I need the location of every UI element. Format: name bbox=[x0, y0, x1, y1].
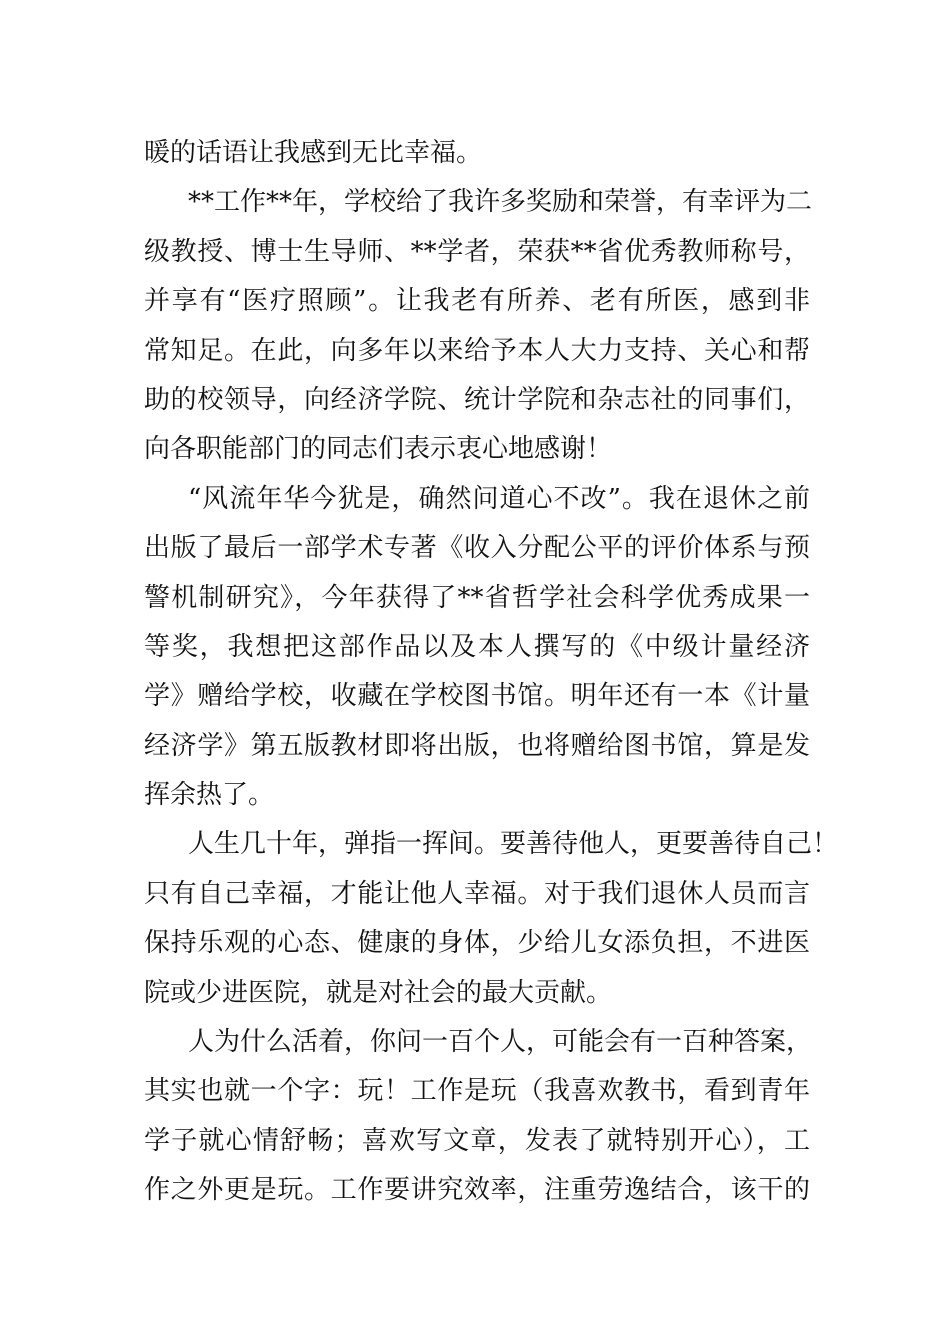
text-line: 学》赠给学校，收藏在学校图书馆。明年还有一本《计量 bbox=[144, 681, 810, 712]
text-line: 挥余热了。 bbox=[144, 780, 275, 811]
text-line: 警机制研究》，今年获得了**省哲学社会科学优秀成果一 bbox=[144, 582, 810, 613]
text-line: 出版了最后一部学术专著《收入分配公平的评价体系与预 bbox=[144, 533, 810, 564]
text-line: 作之外更是玩。工作要讲究效率，注重劳逸结合，该干的 bbox=[144, 1175, 810, 1206]
paragraph-first-line: 人为什么活着，你问一百个人，可能会有一百种答案， bbox=[188, 1027, 813, 1058]
text-line: 其实也就一个字：玩！工作是玩（我喜欢教书，看到青年 bbox=[144, 1076, 810, 1107]
text-line: 经济学》第五版教材即将出版，也将赠给图书馆，算是发 bbox=[144, 730, 810, 761]
text-line: 级教授、博士生导师、**学者，荣获**省优秀教师称号， bbox=[144, 236, 810, 267]
text-line: 保持乐观的心态、健康的身体，少给儿女添负担，不进医 bbox=[144, 928, 810, 959]
text-line: 院或少进医院，就是对社会的最大贡献。 bbox=[144, 977, 613, 1008]
text-line: 常知足。在此，向多年以来给予本人大力支持、关心和帮 bbox=[144, 335, 810, 366]
text-line: 向各职能部门的同志们表示衷心地感谢！ bbox=[144, 434, 613, 465]
text-line: 助的校领导，向经济学院、统计学院和杂志社的同事们， bbox=[144, 384, 810, 415]
paragraph-first-line: **工作**年，学校给了我许多奖励和荣誉，有幸评为二 bbox=[188, 187, 813, 218]
text-line: 等奖，我想把这部作品以及本人撰写的《中级计量经济 bbox=[144, 631, 810, 662]
paragraph-first-line: “风流年华今犹是，确然问道心不改”。我在退休之前 bbox=[188, 483, 810, 514]
text-line: 学子就心情舒畅；喜欢写文章，发表了就特别开心），工 bbox=[144, 1125, 810, 1156]
text-line: 暖的话语让我感到无比幸福。 bbox=[144, 138, 483, 168]
text-line: 并享有“医疗照顾”。让我老有所养、老有所医，感到非 bbox=[144, 286, 810, 317]
document-body bbox=[144, 129, 839, 1216]
paragraph-first-line: 人生几十年，弹指一挥间。要善待他人，更要善待自己！ bbox=[188, 829, 839, 860]
text-line: 只有自己幸福，才能让他人幸福。对于我们退休人员而言 bbox=[144, 878, 810, 909]
